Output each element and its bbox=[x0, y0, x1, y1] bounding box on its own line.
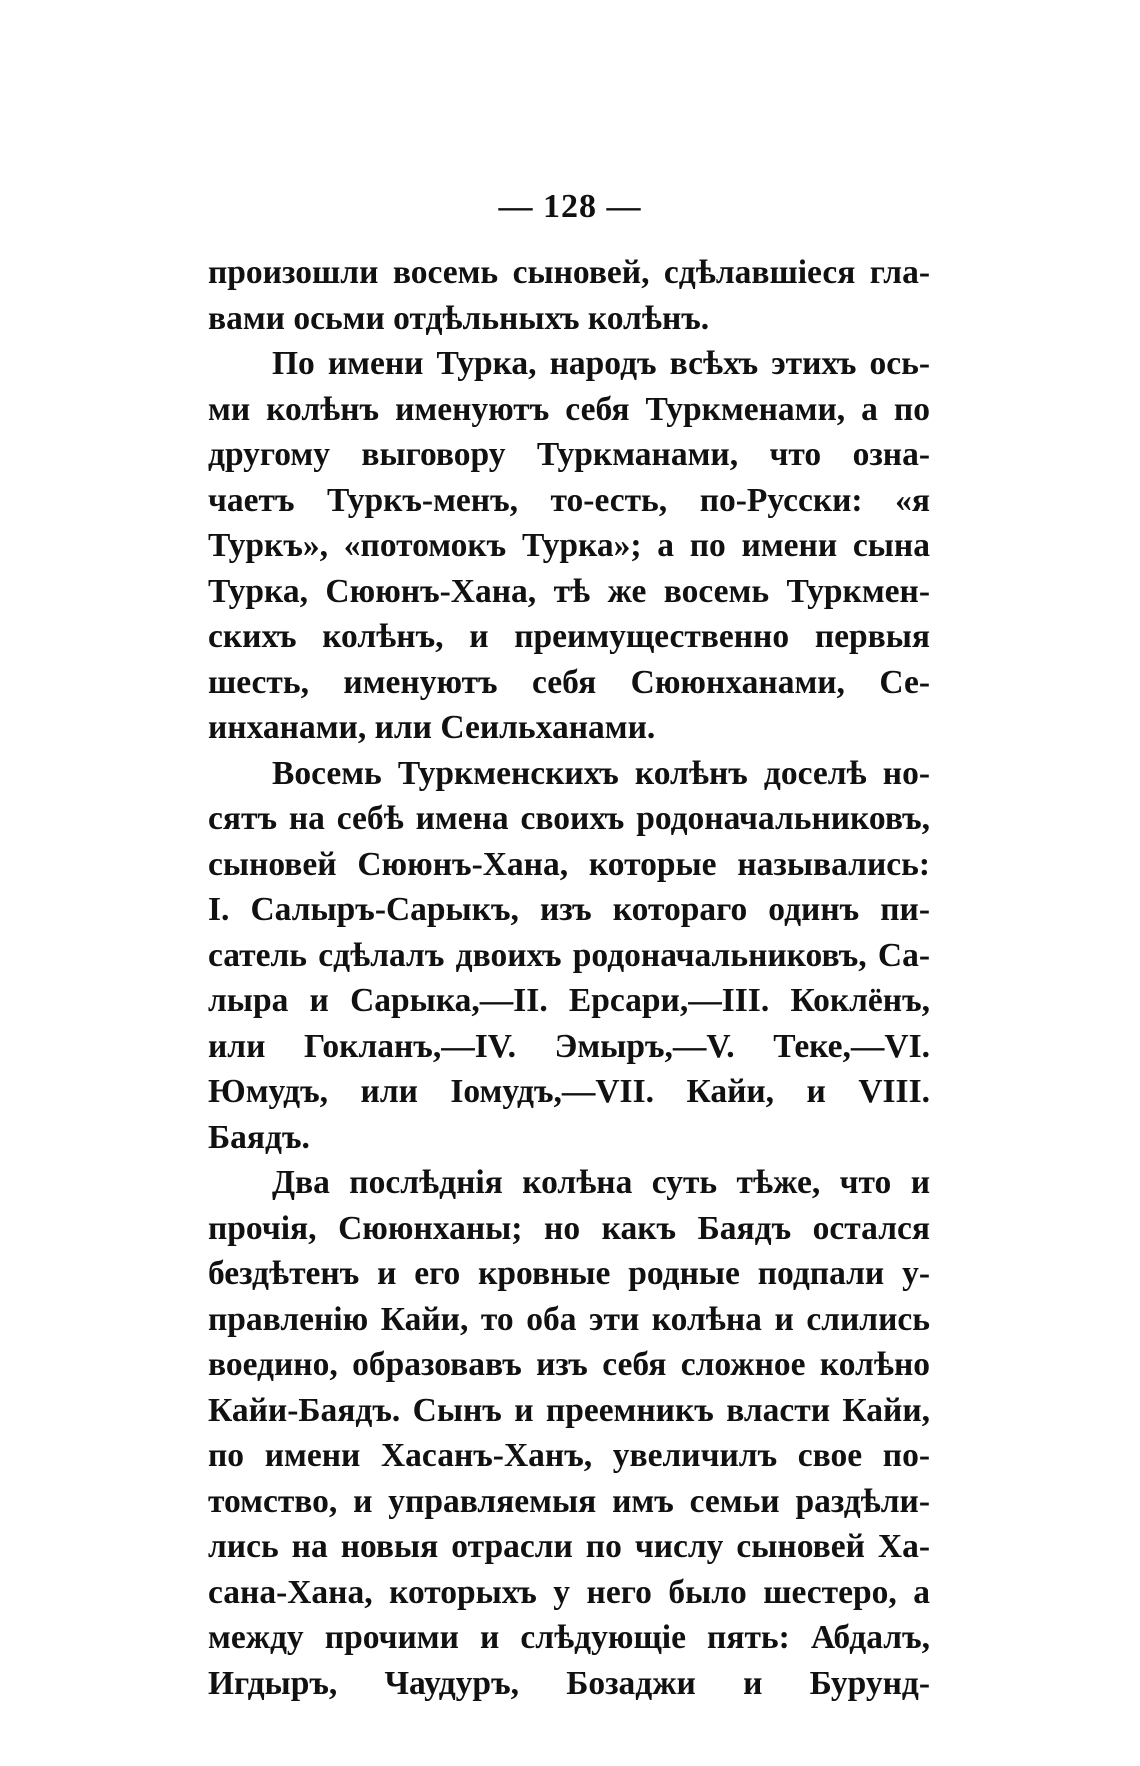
text-line: между прочими и слѣдующіе пять: Абдалъ, bbox=[208, 1619, 930, 1656]
text-line: скихъ колѣнъ, и преимущественно первыя bbox=[208, 618, 930, 655]
text-line: По имени Турка, народъ всѣхъ этихъ ось- bbox=[272, 345, 930, 382]
text-line: томство, и управляемыя имъ семьи раздѣли- bbox=[208, 1482, 930, 1520]
text-line: произошли восемь сыновей, сдѣлавшіеся гла- bbox=[208, 254, 930, 291]
text-line: по имени Хасанъ-Ханъ, увеличилъ свое по- bbox=[208, 1437, 930, 1474]
text-line: Турка, Сююнъ-Хана, тѣ же восемь Туркмен- bbox=[208, 572, 930, 610]
text-line: сятъ на себѣ имена своихъ родоначальниковъ, bbox=[208, 800, 930, 837]
text-line: ми колѣнъ именуютъ себя Туркменами, а по bbox=[208, 390, 930, 428]
text-line: Туркъ», «потомокъ Турка»; а по имени сына bbox=[208, 527, 930, 564]
text-line: Баядъ. bbox=[208, 1118, 310, 1156]
text-line: прочія, Сююнханы; но какъ Баядъ остался bbox=[208, 1209, 930, 1247]
text-line: инханами, или Сеильханами. bbox=[208, 709, 656, 746]
page-number: — 128 — bbox=[498, 188, 642, 225]
text-line: шесть, именуютъ себя Сююнханами, Се- bbox=[208, 663, 930, 701]
text-line: правленію Кайи, то оба эти колѣна и слились bbox=[208, 1300, 930, 1338]
text-line: Юмудъ, или Іомудъ,—VII. Кайи, и VIII. bbox=[208, 1073, 930, 1110]
text-line: сана-Хана, которыхъ у него было шестеро, а bbox=[208, 1573, 930, 1611]
text-line: сыновей Сююнъ-Хана, которые назывались: bbox=[208, 845, 930, 883]
text-line: вами осьми отдѣльныхъ колѣнъ. bbox=[208, 299, 710, 337]
text-line: чаетъ Туркъ-менъ, то-есть, по-Русски: «я bbox=[208, 481, 930, 519]
text-line: сатель сдѣлалъ двоихъ родоначальниковъ, Са- bbox=[208, 936, 930, 974]
text-line: Два послѣднія колѣна суть тѣже, что и bbox=[272, 1164, 930, 1201]
text-line: или Гокланъ,—IV. Эмыръ,—V. Теке,—VI. bbox=[208, 1027, 930, 1065]
text-line: Восемь Туркменскихъ колѣнъ доселѣ но- bbox=[272, 754, 930, 792]
text-line: бездѣтенъ и его кровные родные подпали у- bbox=[208, 1255, 930, 1292]
text-line: Кайи-Баядъ. Сынъ и преемникъ власти Кайи, bbox=[208, 1391, 930, 1429]
text-line: Игдыръ, Чаудуръ, Бозаджи и Бурунд- bbox=[208, 1664, 930, 1702]
text-line: другому выговору Туркманами, что озна- bbox=[208, 436, 930, 473]
text-line: I. Салыръ-Сарыкъ, изъ котораго одинъ пи- bbox=[208, 891, 930, 928]
body-text bbox=[208, 250, 930, 1706]
text-line: лись на новыя отрасли по числу сыновей Ха- bbox=[208, 1528, 930, 1565]
text-line: воедино, образовавъ изъ себя сложное колѣно bbox=[208, 1346, 930, 1383]
text-line: лыра и Сарыка,—II. Ерсари,—III. Коклёнъ, bbox=[208, 982, 930, 1019]
